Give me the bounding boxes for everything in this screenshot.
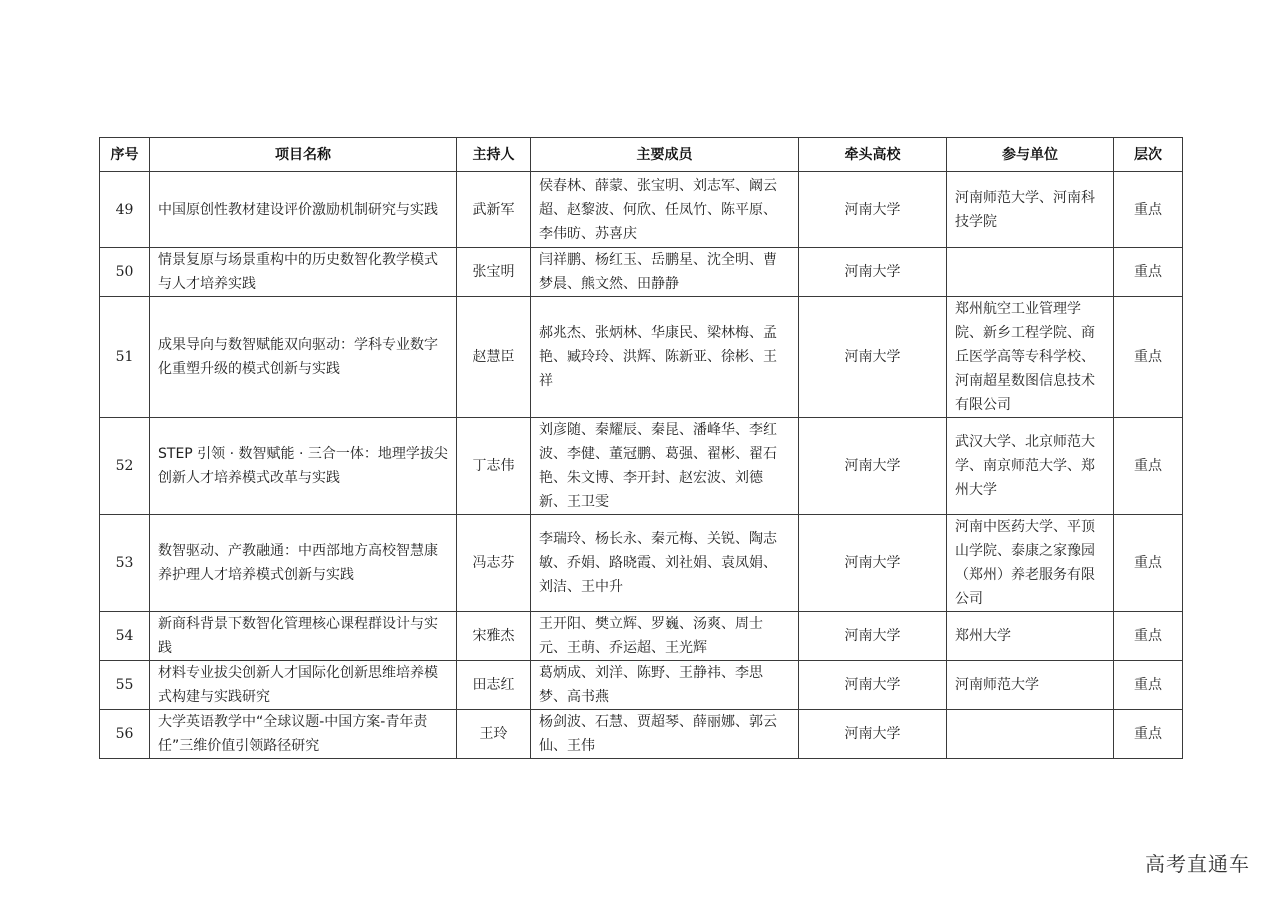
cell-seq: 49 <box>100 172 150 248</box>
cell-lead-school: 河南大学 <box>799 612 947 661</box>
cell-project-name: 成果导向与数智赋能双向驱动：学科专业数字化重塑升级的模式创新与实践 <box>150 297 457 418</box>
cell-project-name: 大学英语教学中“全球议题-中国方案-青年责任”三维价值引领路径研究 <box>150 710 457 759</box>
cell-members: 刘彦随、秦耀辰、秦昆、潘峰华、李红波、李健、董冠鹏、葛强、翟彬、翟石艳、朱文博、李开封、赵宏波、刘德新、王卫雯 <box>531 418 799 515</box>
cell-host: 宋雅杰 <box>457 612 531 661</box>
cell-level: 重点 <box>1114 612 1183 661</box>
header-lead-school: 牵头高校 <box>799 138 947 172</box>
cell-members: 李瑞玲、杨长永、秦元梅、关锐、陶志敏、乔娟、路晓霞、刘社娟、袁凤娟、刘洁、王中升 <box>531 515 799 612</box>
cell-seq: 50 <box>100 248 150 297</box>
cell-members: 郝兆杰、张炳林、华康民、梁林梅、孟艳、臧玲玲、洪辉、陈新亚、徐彬、王祥 <box>531 297 799 418</box>
cell-host: 王玲 <box>457 710 531 759</box>
cell-members: 杨剑波、石慧、贾超琴、薛丽娜、郭云仙、王伟 <box>531 710 799 759</box>
cell-project-name: 新商科背景下数智化管理核心课程群设计与实践 <box>150 612 457 661</box>
cell-partners: 郑州航空工业管理学院、新乡工程学院、商丘医学高等专科学校、河南超星数图信息技术有限公司 <box>947 297 1114 418</box>
cell-partners <box>947 710 1114 759</box>
cell-host: 丁志伟 <box>457 418 531 515</box>
cell-host: 武新军 <box>457 172 531 248</box>
table-row <box>100 612 1183 661</box>
cell-project-name: 材料专业拔尖创新人才国际化创新思维培养模式构建与实践研究 <box>150 661 457 710</box>
cell-seq: 51 <box>100 297 150 418</box>
cell-host: 冯志芬 <box>457 515 531 612</box>
project-table <box>99 137 1183 759</box>
header-host: 主持人 <box>457 138 531 172</box>
table-row <box>100 418 1183 515</box>
cell-partners <box>947 248 1114 297</box>
cell-project-name: 情景复原与场景重构中的历史数智化教学模式与人才培养实践 <box>150 248 457 297</box>
cell-lead-school: 河南大学 <box>799 297 947 418</box>
header-level: 层次 <box>1114 138 1183 172</box>
cell-lead-school: 河南大学 <box>799 172 947 248</box>
cell-seq: 52 <box>100 418 150 515</box>
cell-host: 赵慧臣 <box>457 297 531 418</box>
cell-lead-school: 河南大学 <box>799 661 947 710</box>
cell-partners: 河南师范大学、河南科技学院 <box>947 172 1114 248</box>
cell-seq: 54 <box>100 612 150 661</box>
cell-lead-school: 河南大学 <box>799 248 947 297</box>
cell-level: 重点 <box>1114 710 1183 759</box>
table-row <box>100 297 1183 418</box>
watermark: 高考直通车 <box>1145 852 1250 876</box>
cell-members: 侯春林、薛蒙、张宝明、刘志军、阚云超、赵黎波、何欣、任凤竹、陈平原、李伟昉、苏喜庆 <box>531 172 799 248</box>
cell-project-name: STEP 引领 · 数智赋能 · 三合一体：地理学拔尖创新人才培养模式改革与实践 <box>150 418 457 515</box>
cell-level: 重点 <box>1114 172 1183 248</box>
header-members: 主要成员 <box>531 138 799 172</box>
cell-lead-school: 河南大学 <box>799 710 947 759</box>
cell-level: 重点 <box>1114 297 1183 418</box>
cell-seq: 56 <box>100 710 150 759</box>
table-row <box>100 248 1183 297</box>
cell-host: 张宝明 <box>457 248 531 297</box>
table-header-row <box>100 138 1183 172</box>
cell-lead-school: 河南大学 <box>799 418 947 515</box>
cell-project-name: 数智驱动、产教融通：中西部地方高校智慧康养护理人才培养模式创新与实践 <box>150 515 457 612</box>
cell-members: 王开阳、樊立辉、罗巍、汤爽、周士元、王萌、乔运超、王光辉 <box>531 612 799 661</box>
cell-level: 重点 <box>1114 248 1183 297</box>
cell-partners: 郑州大学 <box>947 612 1114 661</box>
header-project-name: 项目名称 <box>150 138 457 172</box>
cell-seq: 53 <box>100 515 150 612</box>
cell-host: 田志红 <box>457 661 531 710</box>
table-row <box>100 515 1183 612</box>
table-row <box>100 172 1183 248</box>
cell-lead-school: 河南大学 <box>799 515 947 612</box>
table-row <box>100 661 1183 710</box>
cell-partners: 河南师范大学 <box>947 661 1114 710</box>
cell-partners: 河南中医药大学、平顶山学院、泰康之家豫园（郑州）养老服务有限公司 <box>947 515 1114 612</box>
cell-level: 重点 <box>1114 418 1183 515</box>
cell-seq: 55 <box>100 661 150 710</box>
cell-members: 闫祥鹏、杨红玉、岳鹏星、沈全明、曹梦晨、熊文然、田静静 <box>531 248 799 297</box>
cell-level: 重点 <box>1114 515 1183 612</box>
cell-partners: 武汉大学、北京师范大学、南京师范大学、郑州大学 <box>947 418 1114 515</box>
header-seq: 序号 <box>100 138 150 172</box>
cell-members: 葛炳成、刘洋、陈野、王静祎、李思梦、高书燕 <box>531 661 799 710</box>
cell-level: 重点 <box>1114 661 1183 710</box>
table-row <box>100 710 1183 759</box>
header-partners: 参与单位 <box>947 138 1114 172</box>
cell-project-name: 中国原创性教材建设评价激励机制研究与实践 <box>150 172 457 248</box>
